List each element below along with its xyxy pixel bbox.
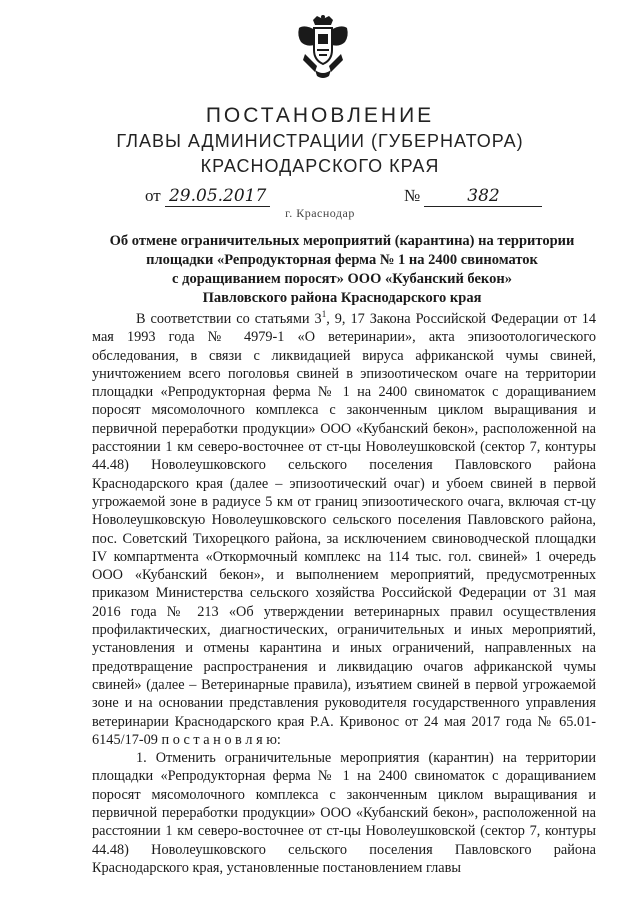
title-line: площадки «Репродукторная ферма № 1 на 2400 свиноматок	[146, 252, 538, 268]
date-line	[145, 186, 270, 207]
city-label: г. Краснодар	[285, 206, 355, 220]
title-line: Павловского района Краснодарского края	[202, 290, 482, 306]
resolution-word: п о с т а н о в л я ю:	[161, 731, 281, 748]
number-line	[404, 186, 542, 207]
region-heading: КРАСНОДАРСКОГО КРАЯ	[200, 156, 440, 176]
preamble-text-cont: , 9, 17 Закона Российской Федерации от 14 мая 1993 года № 4979-1 «О ветеринарии», акта эпизоотологического обследования, в связи с ликвидацией вируса африканской чумы свиней, уничтожением всего поголовья свиней в эпизоотическом очаге на территории площадки «Репродукторная ферма № 1 на 2400 свиноматок с доращиванием поросят мясомолочного комплекса с законченным циклом выращивания и первичной переработки продукции» ООО «Кубанский бекон», расположенной на расстоянии 1 км северо-восточнее от ст-цы Новолеушковской (сектор 7, контуры 44.48) Новолеушковского сельского поселения Павловского района Краснодарского края (далее – эпизоотический очаг) и убоем свиней в первой угрожаемой зоне в радиусе 5 км от границ эпизоотического очага, включая ст-цу Новолеушковскую Новолеушковского сельского поселения Павловского района, пос. Советский Тихорецкого района, за исключением свиноводческой площадки IV компартмента «Откормочный комплекс на 114 тыс. гол. свиней» 1 очередь ООО «Кубанский бекон», и выполнением мероприятий, предусмотренных приказом Министерства сельского хозяйства Российской Федерации от 31 мая 2016 года № 213 «Об утверждении ветеринарных правил осуществления профилактических, диагностических, ограничительных и иных мероприятий, установления и отмены карантина и иных ограничений, направленных на предотвращение распространения и ликвидацию очагов африканской чумы свиней» (далее – Ветеринарные правила), изъятием свиней в первой угрожаемой зоне и на основании представления руководителя государственного управления ветеринарии Краснодарского края Р.А. Кривонос от 24 мая 2017 года № 65.01-6145/17-09	[92, 311, 597, 748]
article-superscript: 1	[321, 309, 327, 320]
preamble-text: В соответствии со статьями 3	[136, 311, 322, 327]
issuer-heading: ГЛАВЫ АДМИНИСТРАЦИИ (ГУБЕРНАТОРА)	[116, 131, 524, 151]
date-prefix: от	[145, 186, 161, 205]
document-type-heading: ПОСТАНОВЛЕНИЕ	[205, 104, 435, 127]
coat-of-arms-icon	[295, 14, 351, 80]
clause-1-paragraph: 1. Отменить ограничительные мероприятия (карантин) на территории площадки «Репродукторная ферма № 1 на 2400 свиноматок с доращиванием поросят мясомолочного комплекса с законченным циклом выращивания и первичной переработки продукции» ООО «Кубанский бекон», расположенной на расстоянии 1 км северо-восточнее от ст-цы Новолеушковской (сектор 7, контуры 44.48) Новолеушковского сельского поселения Павловского района Краснодарского края, установленные постановлением главы	[92, 750, 596, 876]
document-body	[92, 310, 596, 877]
title-line: с доращиванием поросят» ООО «Кубанский бекон»	[172, 271, 512, 287]
date-value: 29.05.2017	[165, 186, 270, 207]
number-value: 382	[424, 186, 542, 207]
title-line: Об отмене ограничительных мероприятий (карантина) на территории	[109, 233, 575, 249]
number-prefix: №	[404, 186, 421, 205]
document-title	[92, 232, 592, 308]
preamble-paragraph	[92, 310, 596, 749]
